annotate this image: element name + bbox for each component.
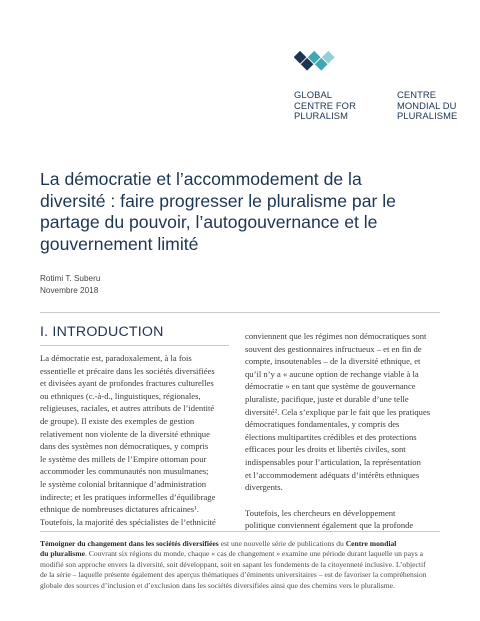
author: Rotimi T. Suberu	[40, 274, 101, 283]
text-line: divergents.	[245, 482, 283, 493]
logo-line: GLOBAL	[294, 89, 333, 100]
series-description	[40, 539, 427, 591]
section-heading: I. INTRODUCTION	[40, 324, 164, 340]
title-line: diversité : faire progresser le pluralisme par le	[40, 190, 396, 211]
text-line: ou ethniques (c.-à-d., linguistiques, régionales,	[40, 390, 201, 401]
text-line: et l’accommodement adéquats d’intérêts ethniques	[245, 469, 420, 480]
text-line: religieuses, raciales, et autres attributs de l’identité	[40, 403, 215, 414]
text-line: compte, insoutenables – de la diversité ethnique, et	[245, 356, 421, 367]
logo-line: CENTRE	[397, 89, 437, 100]
text-line: démocratie » en tant que système de gouvernance	[245, 381, 416, 392]
text-line: efficaces pour les droits et libertés civiles, sont	[245, 444, 406, 455]
paragraph	[245, 507, 430, 532]
footer-line	[40, 539, 427, 549]
title-line: La démocratie et l’accommodement de la	[40, 169, 362, 189]
logo-line: PLURALISM	[294, 110, 349, 122]
logo-line: MONDIAL DU	[397, 99, 457, 111]
logo-wordmark-french	[397, 90, 457, 122]
footer-line	[40, 549, 427, 559]
series-name: Témoigner du changement dans les sociétés diversifiées	[40, 539, 219, 548]
text-line: pluraliste, pacifique, juste et durable d’une telle	[245, 393, 409, 404]
text-line: le système colonial britannique d’administration	[40, 478, 207, 489]
text-line: relativement non violente de la diversité ethnique	[40, 428, 210, 439]
footer-line: de la série – laquelle présente également des aperçus thématiques d’éminents universitaires – est de favoriser la compréhension	[40, 570, 427, 580]
footer-text: . Couvrant six régions du monde, chaque « cas de changement » examine une période durant laquelle un pays a	[84, 549, 423, 559]
paragraph	[245, 330, 430, 494]
text-line: diversité². Cela s’explique par le fait que les pratiques	[245, 406, 431, 417]
logo-line: PLURALISME	[397, 110, 458, 122]
section-underline	[40, 345, 229, 346]
document-meta	[40, 273, 100, 297]
footer-line: modifié son approche envers la diversité, soit développant, soit en sapant les fondements de la citoyenneté inclusive. L’objectif	[40, 559, 426, 569]
text-line: politique conviennent également que la profonde	[245, 520, 414, 531]
text-line: et divisées ayant de profondes fractures culturelles	[40, 378, 214, 389]
logo-line: CENTRE FOR	[294, 99, 356, 111]
text-line: indirecte; et les pratiques informelles d’équilibrage	[40, 491, 216, 502]
text-line: le système des millets de l’Empire ottoman pour	[40, 453, 207, 464]
publisher-name: Centre mondial	[345, 539, 397, 548]
text-line: La démocratie est, paradoxalement, à la fois	[40, 353, 192, 363]
title-line: partage du pouvoir, l’autogouvernance et le	[40, 212, 378, 233]
text-line: essentielle et précaire dans les sociétés diversifiées	[40, 365, 215, 376]
footer-divider	[40, 531, 440, 532]
footer-text: est une nouvelle série de publications du	[218, 539, 346, 548]
text-line: conviennent que les régimes non démocratiques sont	[245, 331, 427, 341]
body-column-right	[245, 330, 430, 532]
title-line: gouvernement limité	[40, 233, 199, 254]
divider	[40, 312, 440, 313]
text-line: qu’il n’y a « aucune option de rechange viable à la	[245, 368, 419, 379]
text-line: Toutefois, les chercheurs en développement	[245, 507, 396, 518]
footer-line: globale des sources d’inclusion et d’exclusion dans les sociétés diversifiées ainsi que des chemins vers le pluralisme.	[40, 580, 395, 590]
publication-date: Novembre 2018	[40, 286, 99, 295]
text-line: accommoder les communautés non musulmanes;	[40, 466, 209, 477]
text-line: dans des systèmes non démocratiques, y compris	[40, 441, 209, 452]
text-line: souvent des gestionnaires infructueux – et en fin de	[245, 343, 422, 354]
text-line: indispensables pour l’articulation, la représentation	[245, 456, 421, 467]
text-line: ethnique de nombreuses dictatures africaines¹.	[40, 504, 199, 515]
global-centre-for-pluralism-logo-icon	[294, 44, 340, 86]
text-line: élections multipartites crédibles et des protections	[245, 431, 417, 442]
text-line: Toutefois, la majorité des spécialistes de l’ethnicité	[40, 516, 216, 527]
document-title	[40, 169, 460, 255]
text-line: de groupe). Il existe des exemples de gestion	[40, 415, 195, 426]
logo-wordmark-english	[294, 90, 356, 122]
text-line: démocratiques fondamentales, y compris des	[245, 419, 400, 430]
body-column-left	[40, 352, 216, 528]
publisher-name: du pluralisme	[40, 549, 85, 559]
